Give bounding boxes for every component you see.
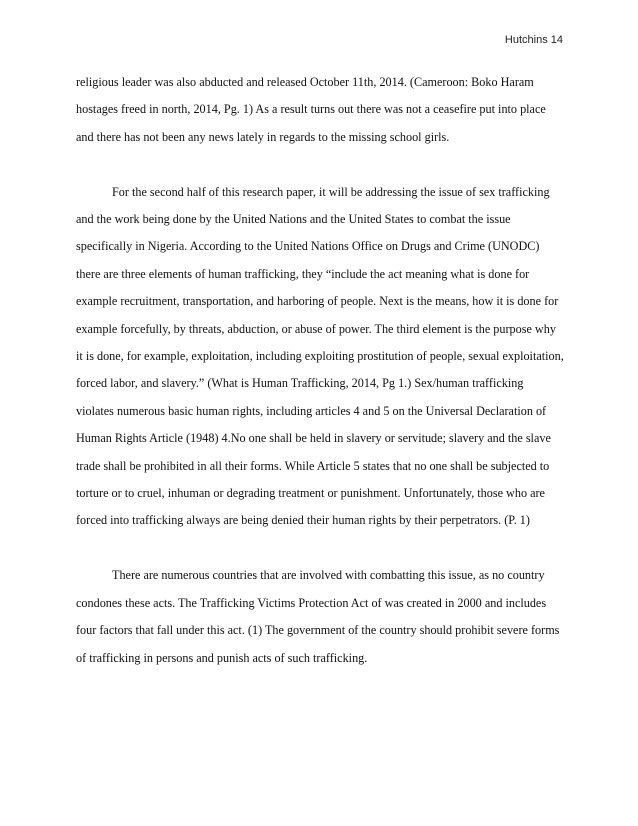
paragraph-continuation: religious leader was also abducted and released October 11th, 2014. (Cameroon: Boko Haram hostages freed in north, 2014, Pg. 1) As a result turns out there was not a ceasefire put into place and there has not been any news lately in regards to the missing school girls. [76, 75, 546, 144]
document-body [76, 69, 564, 672]
paragraph-countries-combatting: There are numerous countries that are involved with combatting this issue, as no country condones these acts. The Trafficking Victims Protection Act of was created in 2000 and includes four factors that fall under this act. (1) The government of the country should prohibit severe forms of trafficking in persons and punish acts of such trafficking. [76, 568, 560, 665]
running-head: Hutchins 14 [504, 34, 563, 46]
paragraph-sex-trafficking: For the second half of this research paper, it will be addressing the issue of sex trafficking and the work being done by the United Nations and the United States to combat the issue specifically in Nigeria. According to the United Nations Office on Drugs and Crime (UNODC) there are three elements of human trafficking, they “include the act meaning what is done for example recruitment, transportation, and harboring of people. Next is the means, how it is done for example forcefully, by threats, abduction, or abuse of power. The third element is the purpose why it is done, for example, exploitation, including exploiting prostitution of people, sexual exploitation, forced labor, and slavery.” (What is Human Trafficking, 2014, Pg 1.) Sex/human trafficking violates numerous basic human rights, including articles 4 and 5 on the Universal Declaration of Human Rights Article (1948) 4.No one shall be held in slavery or servitude; slavery and the slave trade shall be prohibited in all their forms. While Article 5 states that no one shall be subjected to torture or to cruel, inhuman or degrading treatment or punishment. Unfortunately, those who are forced into trafficking always are being denied their human rights by their perpetrators. (P. 1) [76, 184, 564, 528]
